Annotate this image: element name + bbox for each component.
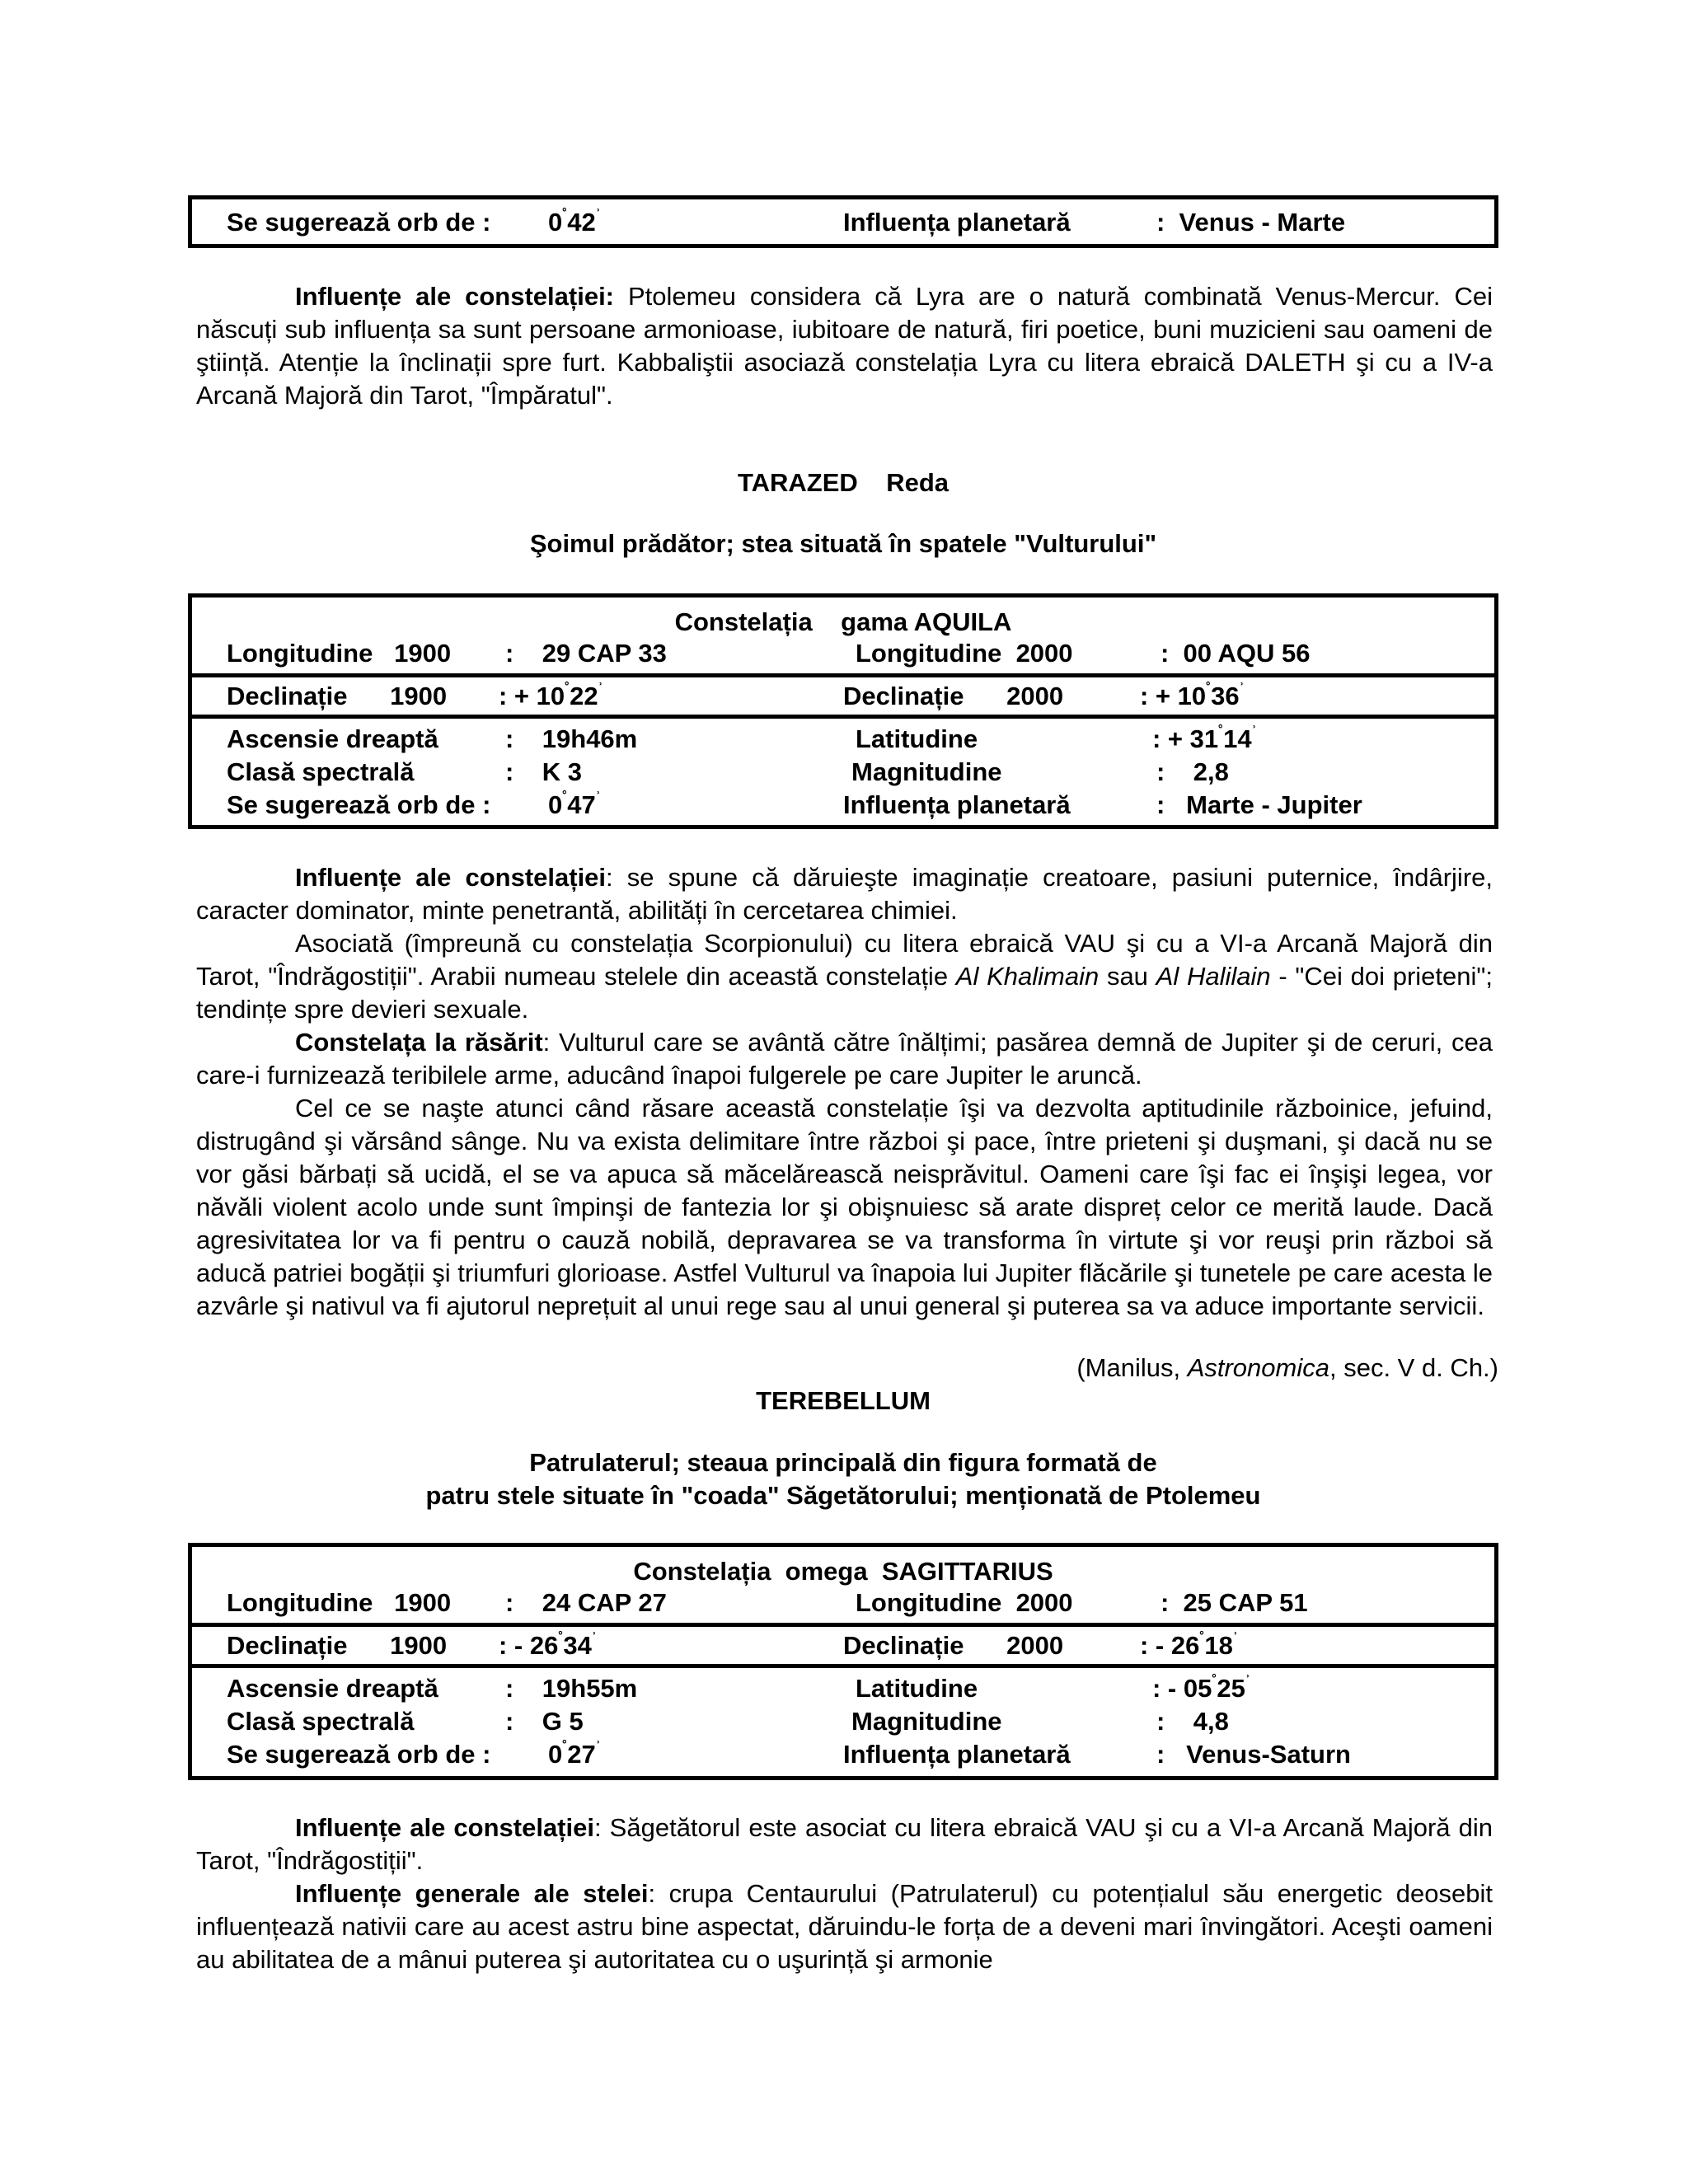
spectral-class-value: : G 5 [505, 1707, 584, 1736]
planet-value: : Venus-Saturn [1156, 1740, 1351, 1769]
magnitude-value: : 2,8 [1156, 757, 1229, 786]
orb-label: Se sugerează orb de : [227, 790, 491, 819]
constellation-name: Constelația omega SAGITTARIUS [633, 1557, 1053, 1586]
lyra-influence-paragraph [196, 280, 1493, 412]
orb-label: Se sugerează orb de : [227, 1740, 491, 1769]
terebellum-subtitle-1: Patrulaterul; steaua principală din figura formată de [529, 1448, 1157, 1477]
latitude-value: : + $31^˚14^ʾ$ [1152, 724, 1257, 753]
declination-1900-value: : + $10^˚22^ʾ$ [499, 681, 603, 710]
terebellum-title: TEREBELLUM [756, 1386, 931, 1415]
terebellum-star-table [188, 1543, 1498, 1780]
orb-value: $0^˚27^ʾ$ [548, 1739, 601, 1769]
longitude-1900-label: Longitudine 1900 [227, 1588, 452, 1617]
table-divider [192, 1664, 1494, 1668]
tarazed-influence-paragraph: Influențe ale constelației: se spune că dăruieşte imaginație creatoare, pasiuni puternice, îndârjire, caracter dominator, minte penetrantă, abilități în cercetarea chimiei. [196, 863, 1493, 925]
declination-2000-value: : + $10^˚36^ʾ$ [1140, 681, 1245, 710]
manilius-citation: (Manilus, Astronomica, sec. V d. Ch.) [1076, 1353, 1498, 1382]
orb-label: Se sugerează orb de : [227, 208, 491, 237]
tarazed-manilius-paragraph: Cel ce se naşte atunci când răsare această constelație îşi va dezvolta aptitudinile războinice, jefuind, distrugând şi vărsând sânge. Nu va exista delimitare între război şi pace, între prieteni şi duşmani, şi dacă nu se vor găsi bărbați să ucidă, el se va apuca să măcelărească neisprăvitul. Oameni care îşi fac ei înşişi legea, vor năvăli violent acolo unde sunt împinşi de fantezia lor şi obişnuiesc să arate dispreț celor ce merită laude. Dacă agresivitatea lor va fi pentru o cauză nobilă, depravarea se va transforma în virtute şi vor reuşi prin război să aducă patriei bogății şi triumfuri glorioase. Astfel Vulturul va înapoia lui Jupiter flăcările şi tunetele pe care acesta le azvârle şi nativul va fi ajutorul neprețuit al unui rege sau al unui general şi puterea sa va aduce importante servicii. [196, 1094, 1493, 1320]
longitude-1900-label: Longitudine 1900 [227, 639, 452, 668]
right-ascension-label: Ascensie dreaptă [227, 1674, 438, 1703]
planet-value: : Marte - Jupiter [1156, 790, 1362, 819]
terebellum-subtitle-2: patru stele situate în "coada" Săgetătorului; menționată de Ptolemeu [425, 1481, 1261, 1510]
terebellum-influence-paragraph: Influențe ale constelației: Săgetătorul este asociat cu litera ebraică VAU şi cu a VI-a Arcană Majoră din Tarot, "Îndrăgostiții". [196, 1813, 1493, 1875]
magnitude-label: Magnitudine [851, 1707, 1002, 1736]
right-ascension-value: : 19h46m [505, 724, 638, 753]
longitude-2000-label: Longitudine 2000 [856, 639, 1073, 668]
latitude-value: : - $05^˚25^ʾ$ [1152, 1673, 1250, 1703]
top-info-box [188, 195, 1498, 248]
tarazed-subtitle: Şoimul prădător; stea situată în spatele "Vulturului" [529, 529, 1157, 558]
magnitude-value: : 4,8 [1156, 1707, 1229, 1736]
longitude-1900-value: : 29 CAP 33 [505, 639, 667, 668]
constellation-name: Constelația gama AQUILA [674, 607, 1012, 636]
spectral-class-label: Clasă spectrală [227, 1707, 415, 1736]
lyra-influence-heading: Influențe ale constelației: [295, 282, 615, 311]
orb-value: $0^˚47^ʾ$ [548, 790, 601, 819]
planet-label: Influența planetară [843, 208, 1071, 237]
declination-1900-label: Declinație 1900 [227, 1631, 448, 1660]
lyra-influence-text: Ptolemeu considera că Lyra are o natură combinată Venus-Mercur. Cei născuți sub influența sa sunt persoane armonioase, iubitoare de natură, firi poetice, buni muzicieni sau oameni de ştiință. Atenție la înclinații spre furt. Kabbaliştii asociază constelația Lyra cu litera ebraică DALETH şi cu a IV-a Arcană Majoră din Tarot, "Împăratul". [196, 282, 1493, 410]
table-divider [192, 673, 1494, 677]
right-ascension-label: Ascensie dreaptă [227, 724, 438, 753]
declination-2000-label: Declinație 2000 [843, 682, 1064, 710]
tarazed-association-paragraph: Asociată (împreună cu constelația Scorpionului) cu litera ebraică VAU şi cu a VI-a Arcană Majoră din Tarot, "Îndrăgostiții". Arabii numeau stelele din această constelație Al Khalimain sau Al Halilain - "Cei doi prieteni"; tendințe spre devieri sexuale. [196, 929, 1493, 1024]
table-divider [192, 715, 1494, 719]
declination-2000-value: : - $26^˚18^ʾ$ [1140, 1630, 1238, 1660]
magnitude-label: Magnitudine [851, 757, 1002, 786]
spectral-class-value: : K 3 [505, 757, 583, 786]
latitude-label: Latitudine [856, 724, 978, 753]
right-ascension-value: : 19h55m [505, 1674, 638, 1703]
terebellum-general-paragraph: Influențe generale ale stelei: crupa Centaurului (Patrulaterul) cu potențialul său energetic deosebit influențează nativii care au acest astru bine aspectat, dăruindu-le forța de a deveni mari învingători. Aceşti oameni au abilitatea de a mânui puterea şi autoritatea cu o uşurință şi armonie [196, 1879, 1493, 1974]
longitude-2000-label: Longitudine 2000 [856, 1588, 1073, 1617]
tarazed-title: TARAZED Reda [737, 468, 950, 497]
longitude-2000-value: : 25 CAP 51 [1160, 1588, 1308, 1617]
planet-value: : Venus - Marte [1156, 208, 1346, 237]
planet-label: Influența planetară [843, 790, 1071, 819]
planet-label: Influența planetară [843, 1740, 1071, 1769]
terebellum-text-block [196, 1811, 1493, 1976]
orb-value: $0^˚42^ʾ$ [548, 207, 601, 237]
declination-2000-label: Declinație 2000 [843, 1631, 1064, 1660]
longitude-2000-value: : 00 AQU 56 [1160, 639, 1311, 668]
declination-1900-value: : - $26^˚34^ʾ$ [499, 1630, 597, 1660]
table-divider [192, 1623, 1494, 1627]
latitude-label: Latitudine [856, 1674, 978, 1703]
tarazed-star-table [188, 593, 1498, 829]
tarazed-rising-paragraph: Constelața la răsărit: Vulturul care se avântă către înălțimi; pasărea demnă de Jupiter şi de ceruri, cea care-i furnizează teribilele arme, aducând înapoi fulgerele pe care Jupiter le aruncă. [196, 1028, 1493, 1090]
spectral-class-label: Clasă spectrală [227, 757, 415, 786]
longitude-1900-value: : 24 CAP 27 [505, 1588, 667, 1617]
tarazed-text-block [196, 861, 1493, 1323]
declination-1900-label: Declinație 1900 [227, 682, 448, 710]
